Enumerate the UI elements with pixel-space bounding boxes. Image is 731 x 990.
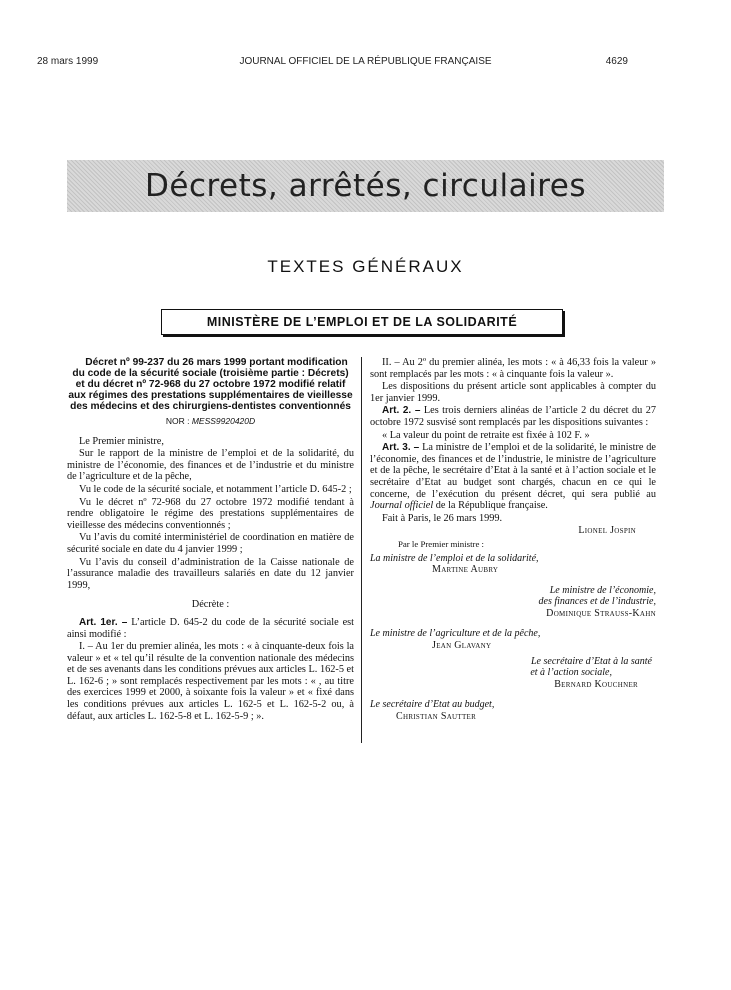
article-3-text-a: La ministre de l’emploi et de la solidarité, le ministre de l’économie, des finances et de l’industrie, le ministre de l’agriculture et de la pêche, le secrétaire d’Etat à la santé et à l’action sociale et le secrétaire d’Etat au budget sont chargés, chacun en ce qui le concerne, de l’exécution du présent décret, qui sera publié au xyxy=(370,442,657,500)
article-1-section-ii: II. – Au 2º du premier alinéa, les mots : « à 46,33 fois la valeur » sont remplacés par les mots : « à cinquante fois la valeur ». xyxy=(370,357,656,380)
signatory-5-title: Le secrétaire d’Etat au budget, xyxy=(370,699,495,711)
decree-title: Décret nº 99-237 du 26 mars 1999 portant modification du code de la sécurité sociale (troisième partie : Décrets) et du décret nº 72-968 du 27 octobre 1972 modifié relatif aux régimes des prestations supplémentaires de vieillesse des médecins et des chirurgiens-dentistes conventionnés xyxy=(68,357,353,412)
par-le-premier-ministre: Par le Premier ministre : xyxy=(398,538,484,549)
paragraph-vu-avis-conseil: Vu l’avis du conseil d’administration de la Caisse nationale de l’assurance maladie des travailleurs salariés en date du 12 janvier 1999, xyxy=(67,556,354,591)
signatory-5-name: Christian Sautter xyxy=(396,711,477,723)
article-2 xyxy=(370,405,656,428)
nor-code: MESS9920420D xyxy=(191,416,256,426)
article-1-text: L’article D. 645-2 du code de la sécurité sociale est ainsi modifié : xyxy=(67,616,355,640)
header-date: 28 mars 1999 xyxy=(37,56,99,67)
header-page-number: 4629 xyxy=(605,56,628,67)
signatory-1-title: La ministre de l’emploi et de la solidarité, xyxy=(370,552,539,564)
signatory-1-name: Martine Aubry xyxy=(432,564,499,576)
paragraph-vu-decret: Vu le décret nº 72-968 du 27 octobre 1972 modifié tendant à rendre obligatoire le régime des prestations supplémentaires de vieillesse des médecins conventionnés ; xyxy=(67,496,354,531)
article-3-journal: Journal officiel xyxy=(370,500,434,512)
article-1-applicability: Les dispositions du présent article sont applicables à compter du 1er janvier 1999. xyxy=(370,381,656,404)
article-2-text: Les trois derniers alinéas de l’article 2 du décret du 27 octobre 1972 susvisé sont remplacés par les dispositions suivantes : xyxy=(370,405,656,428)
header-journal-title: JOURNAL OFFICIEL DE LA RÉPUBLIQUE FRANÇAISE xyxy=(239,56,492,67)
nor-label: NOR : xyxy=(165,416,190,426)
decrete: Décrète : xyxy=(191,599,230,611)
banner-title: Décrets, arrêtés, circulaires xyxy=(145,168,586,204)
left-column xyxy=(67,357,354,723)
article-2-quote: « La valeur du point de retraite est fixée à 102 F. » xyxy=(382,429,590,441)
fait-a-paris: Fait à Paris, le 26 mars 1999. xyxy=(382,512,503,524)
article-1-section-i: I. – Au 1er du premier alinéa, les mots : « à cinquante-deux fois la valeur » et « tel qu’il résulte de la convention nationale des médecins et de ses avenants dans les conditions prévues aux articles L. 162-5 et L. 162-6 ; » sont remplacés respectivement par les mots : « , au titre des exercices 1999 et 2000, à soixante fois la valeur » et « fixé dans les conditions prévues aux articles L. 162-5 et L. 162-5-2 ou, à défaut, aux articles L. 162-5-8 et L. 162-5-9 ; ». xyxy=(67,641,354,722)
section-banner xyxy=(67,160,664,212)
signatory-2-title-1: Le ministre de l’économie, xyxy=(549,584,656,596)
signatory-4-title-1: Le secrétaire d’Etat à la santé xyxy=(531,655,652,667)
ministry-heading: MINISTÈRE DE L’EMPLOI ET DE LA SOLIDARITÉ xyxy=(161,309,563,335)
signatures xyxy=(370,525,656,722)
paragraph-vu-avis-comite: Vu l’avis du comité interministériel de coordination en matière de sécurité sociale en date du 4 janvier 1999 ; xyxy=(67,532,354,555)
right-column xyxy=(370,357,656,723)
signatory-2-title-2: des finances et de l’industrie, xyxy=(538,596,656,608)
signatory-2-name: Dominique Strauss-Kahn xyxy=(546,607,656,619)
article-3 xyxy=(370,442,656,512)
article-2-label: Art. 2. – xyxy=(382,405,421,417)
section-title: TEXTES GÉNÉRAUX xyxy=(267,257,464,276)
signatory-4-title-2: et à l’action sociale, xyxy=(530,667,612,679)
signatory-4-name: Bernard Kouchner xyxy=(554,678,638,690)
signature-premier-ministre: Lionel Jospin xyxy=(578,525,636,537)
nor-reference xyxy=(67,416,354,428)
article-1-label: Art. 1er. – xyxy=(79,616,128,628)
article-1 xyxy=(67,617,354,640)
paragraph-rapport: Sur le rapport de la ministre de l’emploi et de la solidarité, du ministre de l’économie, des finances et de l’industrie et du ministre de l’agriculture et de la pêche, xyxy=(67,448,354,483)
column-divider xyxy=(361,357,362,743)
paragraph-vu-code: Vu le code de la sécurité sociale, et notamment l’article D. 645-2 ; xyxy=(79,483,352,495)
paragraph-premier-ministre: Le Premier ministre, xyxy=(79,435,164,447)
article-3-text-b: de la République française. xyxy=(435,500,548,512)
article-3-label: Art. 3. – xyxy=(382,442,420,454)
signatory-3-title: Le ministre de l’agriculture et de la pêche, xyxy=(370,628,541,640)
signatory-3-name: Jean Glavany xyxy=(432,640,492,652)
